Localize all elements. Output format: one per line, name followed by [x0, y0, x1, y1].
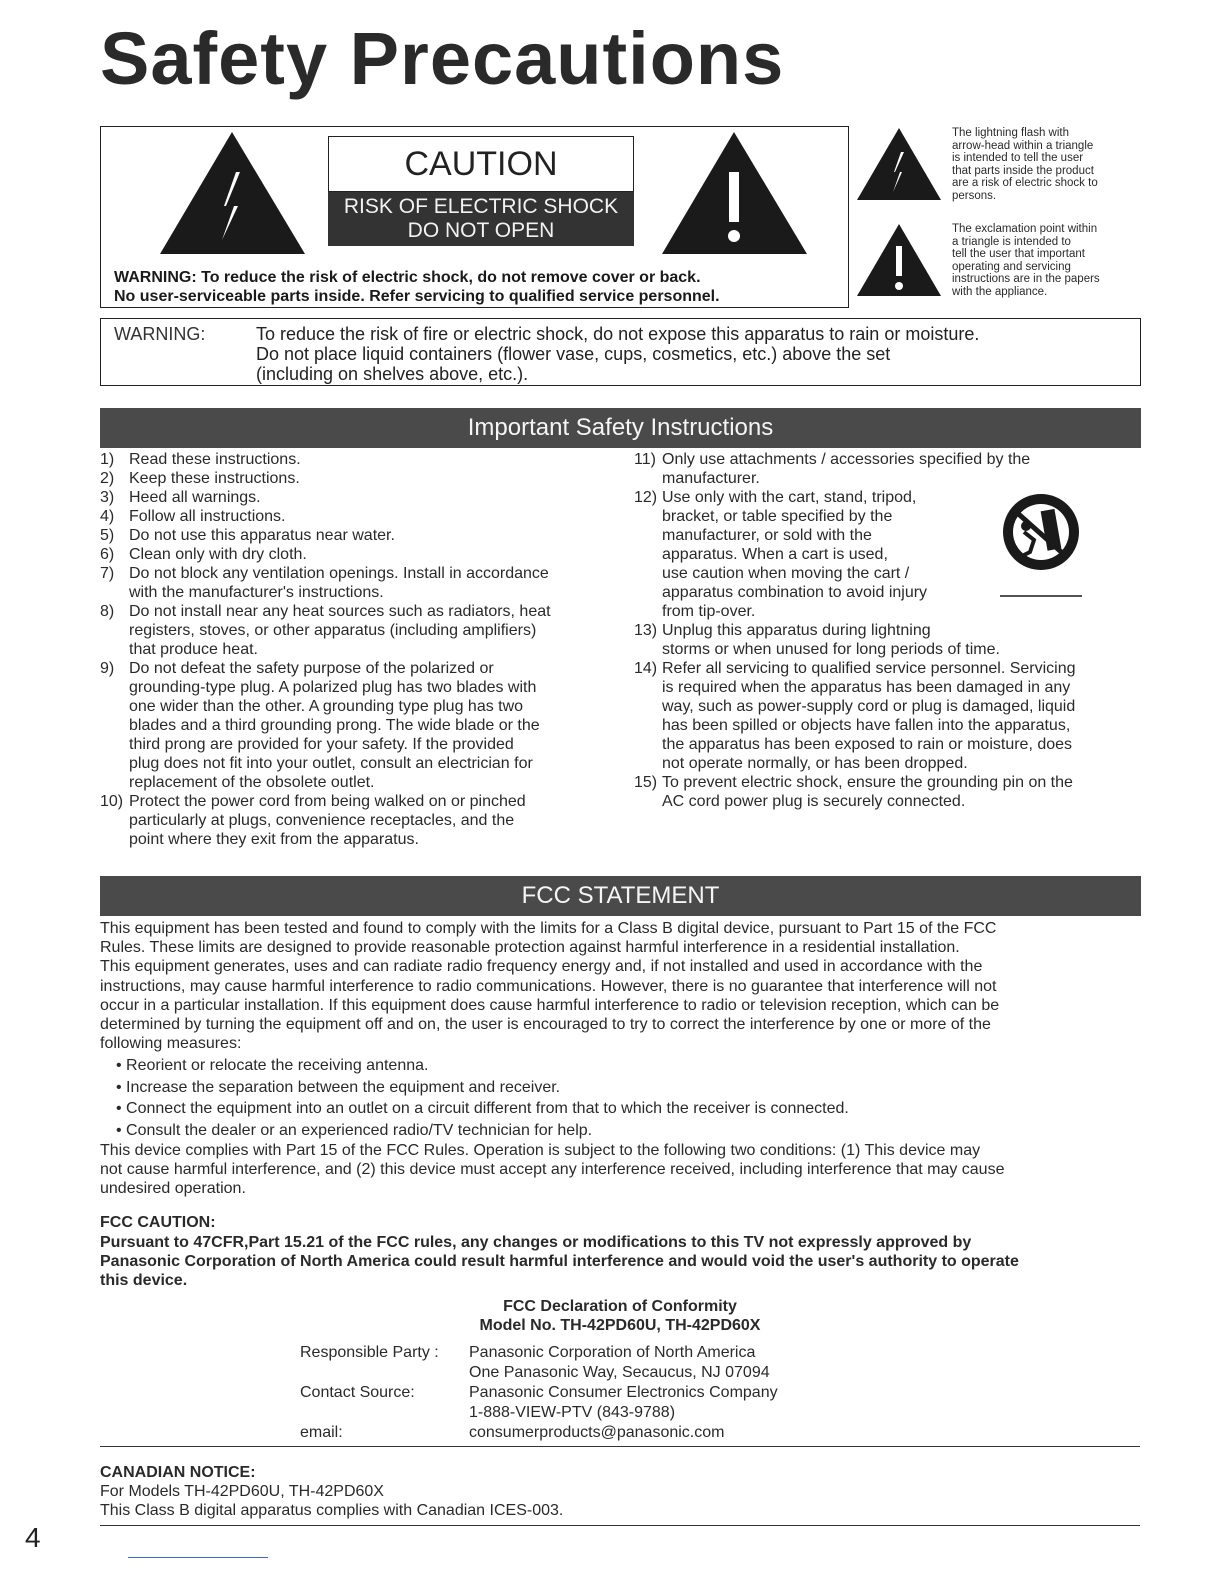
page-title: Safety Precautions [100, 17, 785, 100]
instruction-text [662, 488, 927, 621]
instruction-line: has been spilled or objects have fallen into the apparatus, [662, 717, 1071, 734]
instruction-line: bracket, or table specified by the [662, 508, 893, 525]
instruction-text [129, 545, 307, 564]
instruction-line: one wider than the other. A grounding type plug has two [129, 698, 524, 715]
instruction-line: apparatus combination to avoid injury [662, 584, 928, 601]
fcc-heading: FCC STATEMENT [100, 876, 1141, 916]
declaration-label: Responsible Party : [300, 1344, 439, 1361]
fcc-para-2 [100, 1141, 1140, 1199]
instruction-line: AC cord power plug is securely connected. [662, 793, 966, 810]
instruction-number: 12) [634, 489, 658, 506]
risk-line-1: RISK OF ELECTRIC SHOCK [343, 195, 619, 218]
instruction-item [100, 659, 620, 792]
fcc-line: determined by turning the equipment off and on, the user is encouraged to try to correct the interference by one or more of the [100, 1016, 991, 1034]
instruction-text [129, 507, 286, 526]
instruction-line: Refer all servicing to qualified service personnel. Servicing [662, 660, 1076, 677]
fcc-bullets [116, 1055, 1156, 1141]
instruction-line: manufacturer, or sold with the [662, 527, 872, 544]
warning-line: (including on shelves above, etc.). [256, 364, 529, 384]
warning-line: To reduce the risk of fire or electric shock, do not expose this apparatus to rain or moisture. [256, 324, 980, 344]
instruction-item [634, 450, 1144, 488]
canadian-heading: CANADIAN NOTICE: [100, 1464, 256, 1481]
instruction-text [662, 621, 1000, 659]
instruction-number: 15) [634, 774, 658, 791]
fcc-line: instructions, may cause harmful interference to radio communications. However, there is no guarantee that interference will not [100, 977, 997, 995]
instruction-item [100, 469, 620, 488]
note-line: tell the user that important [952, 248, 1085, 261]
instruction-line: apparatus. When a cart is used, [662, 546, 888, 563]
instruction-item [634, 659, 1144, 773]
lightning-triangle-icon [160, 132, 305, 254]
instructions-left-list [100, 450, 620, 849]
instruction-item [634, 621, 1144, 659]
declaration-value [469, 1423, 724, 1443]
exclamation-small-icon [857, 224, 941, 296]
instruction-line: blades and a third grounding prong. The wide blade or the [129, 717, 540, 734]
declaration-model: Model No. TH-42PD60U, TH-42PD60X [479, 1317, 761, 1334]
instruction-line: Keep these instructions. [129, 470, 300, 487]
instruction-line: Only use attachments / accessories specified by the [662, 451, 1031, 468]
fcc-para-1 [100, 919, 1140, 1053]
warning-line: Do not place liquid containers (flower vase, cups, cosmetics, etc.) above the set [256, 344, 891, 364]
note-line: persons. [952, 189, 997, 202]
instruction-number: 10) [100, 793, 124, 810]
fcc-line: Rules. These limits are designed to provide reasonable protection against harmful interference in a residential installation. [100, 939, 960, 957]
instruction-text [129, 564, 549, 602]
instruction-text [129, 488, 261, 507]
declaration-value-line: Panasonic Corporation of North America [469, 1344, 756, 1361]
instruction-item [100, 450, 620, 469]
note-line: are a risk of electric shock to [952, 177, 1098, 190]
fcc-caution-line: Pursuant to 47CFR,Part 15.21 of the FCC rules, any changes or modifications to this TV not expressly approved by [100, 1234, 972, 1251]
fcc-caution-heading: FCC CAUTION: [100, 1214, 216, 1231]
instruction-number: 8) [100, 603, 115, 620]
fcc-line: This equipment generates, uses and can radiate radio frequency energy and, if not installed and used in accordance with the [100, 958, 983, 976]
instruction-line: storms or when unused for long periods of time. [662, 641, 1000, 658]
note-line: that parts inside the product [952, 164, 1094, 177]
instruction-line: not operate normally, or has been dropped. [662, 755, 968, 772]
instruction-line: Do not block any ventilation openings. Install in accordance [129, 565, 549, 582]
instruction-line: Clean only with dry cloth. [129, 546, 307, 563]
instruction-item [100, 602, 620, 659]
instruction-line: Do not install near any heat sources such as radiators, heat [129, 603, 551, 620]
instruction-item [100, 792, 620, 849]
instruction-item [100, 545, 620, 564]
instruction-line: Protect the power cord from being walked on or pinched [129, 793, 526, 810]
note-line: instructions are in the papers [952, 273, 1100, 286]
instruction-item [100, 507, 620, 526]
instruction-number: 2) [100, 470, 115, 487]
instruction-text [129, 469, 300, 488]
fcc-caution-text [100, 1233, 1150, 1291]
instruction-line: way, such as power-supply cord or plug is damaged, liquid [662, 698, 1076, 715]
declaration-label: email: [300, 1424, 343, 1441]
cart-warning-icon [1000, 490, 1082, 602]
risk-band [328, 192, 634, 246]
instruction-line: from tip-over. [662, 603, 756, 620]
instruction-line: is required when the apparatus has been damaged in any [662, 679, 1071, 696]
instruction-text [129, 450, 301, 469]
note-line: operating and servicing [952, 260, 1071, 273]
fcc-bullet: • Connect the equipment into an outlet on a circuit different from that to which the receiver is connected. [116, 1100, 849, 1117]
instruction-line: plug does not fit into your outlet, consult an electrician for [129, 755, 533, 772]
warning-label: WARNING: [114, 324, 206, 344]
exclamation-note [952, 223, 1132, 299]
instruction-number: 11) [634, 451, 656, 468]
caution-warning-line-1: WARNING: To reduce the risk of electric shock, do not remove cover or back. [114, 269, 701, 286]
fcc-bullet: • Increase the separation between the equipment and receiver. [116, 1078, 561, 1096]
instruction-number: 1) [100, 451, 115, 468]
fcc-line: This device complies with Part 15 of the FCC Rules. Operation is subject to the following two conditions: (1) This device may [100, 1142, 981, 1159]
instruction-text [129, 659, 540, 792]
instruction-line: grounding-type plug. A polarized plug has two blades with [129, 679, 537, 696]
instruction-line: registers, stoves, or other apparatus (including amplifiers) [129, 622, 537, 639]
instruction-line: Do not defeat the safety purpose of the polarized or [129, 660, 494, 677]
fcc-caution-line: Panasonic Corporation of North America could result harmful interference and would void the user's authority to operate [100, 1253, 1019, 1271]
declaration-value-line: 1-888-VIEW-PTV (843-9788) [469, 1404, 676, 1421]
declaration-table [300, 1343, 900, 1443]
risk-line-2: DO NOT OPEN [407, 219, 555, 242]
caution-warning-line-2: No user-serviceable parts inside. Refer servicing to qualified service personnel. [114, 288, 720, 305]
bottom-divider [100, 1525, 1140, 1526]
fcc-line: following measures: [100, 1035, 242, 1053]
instruction-item [100, 526, 620, 545]
declaration-label: Contact Source: [300, 1384, 415, 1401]
declaration-row [300, 1383, 900, 1423]
note-line: is intended to tell the user [952, 152, 1084, 165]
lightning-note [952, 127, 1132, 203]
instruction-text [662, 773, 1073, 811]
note-line: The lightning flash with [952, 127, 1069, 139]
instruction-text [129, 526, 395, 545]
instruction-number: 5) [100, 527, 115, 544]
instruction-number: 3) [100, 489, 115, 506]
instruction-text [129, 602, 551, 659]
instruction-line: replacement of the obsolete outlet. [129, 774, 375, 791]
instruction-line: Use only with the cart, stand, tripod, [662, 489, 917, 506]
instruction-line: manufacturer. [662, 470, 760, 487]
declaration-value-line: One Panasonic Way, Secaucus, NJ 07094 [469, 1364, 770, 1381]
canadian-line-1: For Models TH-42PD60U, TH-42PD60X [100, 1483, 384, 1500]
caution-warning [114, 268, 720, 306]
instruction-line: Do not use this apparatus near water. [129, 527, 395, 544]
lightning-small-icon [857, 128, 941, 200]
instruction-line: particularly at plugs, convenience receptacles, and the [129, 812, 515, 829]
instruction-line: third prong are provided for your safety. If the provided [129, 736, 514, 753]
fcc-bullet: • Consult the dealer or an experienced radio/TV technician for help. [116, 1121, 593, 1139]
page-number: 4 [25, 1522, 41, 1553]
instruction-number: 7) [100, 565, 115, 582]
divider [100, 1446, 1140, 1447]
instruction-number: 6) [100, 546, 115, 563]
instruction-line: Read these instructions. [129, 451, 301, 468]
instruction-number: 14) [634, 660, 658, 677]
caution-label: CAUTION [328, 136, 634, 192]
fcc-line: occur in a particular installation. If this equipment does cause harmful interference to radio or television reception, which can be [100, 996, 1000, 1014]
note-line: a triangle is intended to [952, 235, 1071, 248]
instruction-number: 13) [634, 622, 658, 639]
instruction-line: Follow all instructions. [129, 508, 286, 525]
canadian-line-2: This Class B digital apparatus complies with Canadian ICES-003. [100, 1502, 564, 1519]
declaration-value-line: consumerproducts@panasonic.com [469, 1424, 725, 1441]
declaration-title: FCC Declaration of Conformity [503, 1298, 737, 1315]
instruction-line: Heed all warnings. [129, 489, 261, 506]
instruction-item [634, 773, 1144, 811]
exclamation-triangle-icon [662, 132, 807, 254]
note-line: with the appliance. [952, 285, 1048, 298]
warning-text [256, 324, 979, 384]
instruction-line: the apparatus has been exposed to rain or moisture, does [662, 736, 1073, 753]
fcc-bullet: • Reorient or relocate the receiving antenna. [116, 1057, 429, 1074]
instructions-heading: Important Safety Instructions [100, 408, 1141, 448]
fcc-caution-line: this device. [100, 1272, 188, 1290]
instruction-line: To prevent electric shock, ensure the grounding pin on the [662, 774, 1073, 791]
instruction-text [129, 792, 526, 849]
declaration-row [300, 1423, 900, 1443]
instruction-line: use caution when moving the cart / [662, 565, 910, 582]
instruction-number: 4) [100, 508, 115, 525]
instruction-line: with the manufacturer's instructions. [129, 584, 384, 601]
instruction-text [662, 450, 1030, 488]
instruction-line: Unplug this apparatus during lightning [662, 622, 931, 639]
instruction-line: that produce heat. [129, 641, 258, 658]
instruction-item [100, 564, 620, 602]
declaration-value-line: Panasonic Consumer Electronics Company [469, 1384, 778, 1401]
footer-link-line [128, 1557, 268, 1558]
fcc-line: undesired operation. [100, 1180, 246, 1198]
fcc-line: This equipment has been tested and found to comply with the limits for a Class B digital device, pursuant to Part 15 of the FCC [100, 920, 997, 937]
declaration-value [469, 1383, 778, 1423]
instruction-number: 9) [100, 660, 115, 677]
instruction-text [662, 659, 1076, 773]
declaration-row [300, 1343, 900, 1383]
fcc-line: not cause harmful interference, and (2) this device must accept any interference received, including interference that may cause [100, 1161, 1005, 1179]
note-line: The exclamation point within [952, 223, 1098, 235]
instruction-item [100, 488, 620, 507]
declaration-value [469, 1343, 770, 1383]
instruction-line: point where they exit from the apparatus. [129, 831, 419, 848]
note-line: arrow-head within a triangle [952, 139, 1094, 152]
